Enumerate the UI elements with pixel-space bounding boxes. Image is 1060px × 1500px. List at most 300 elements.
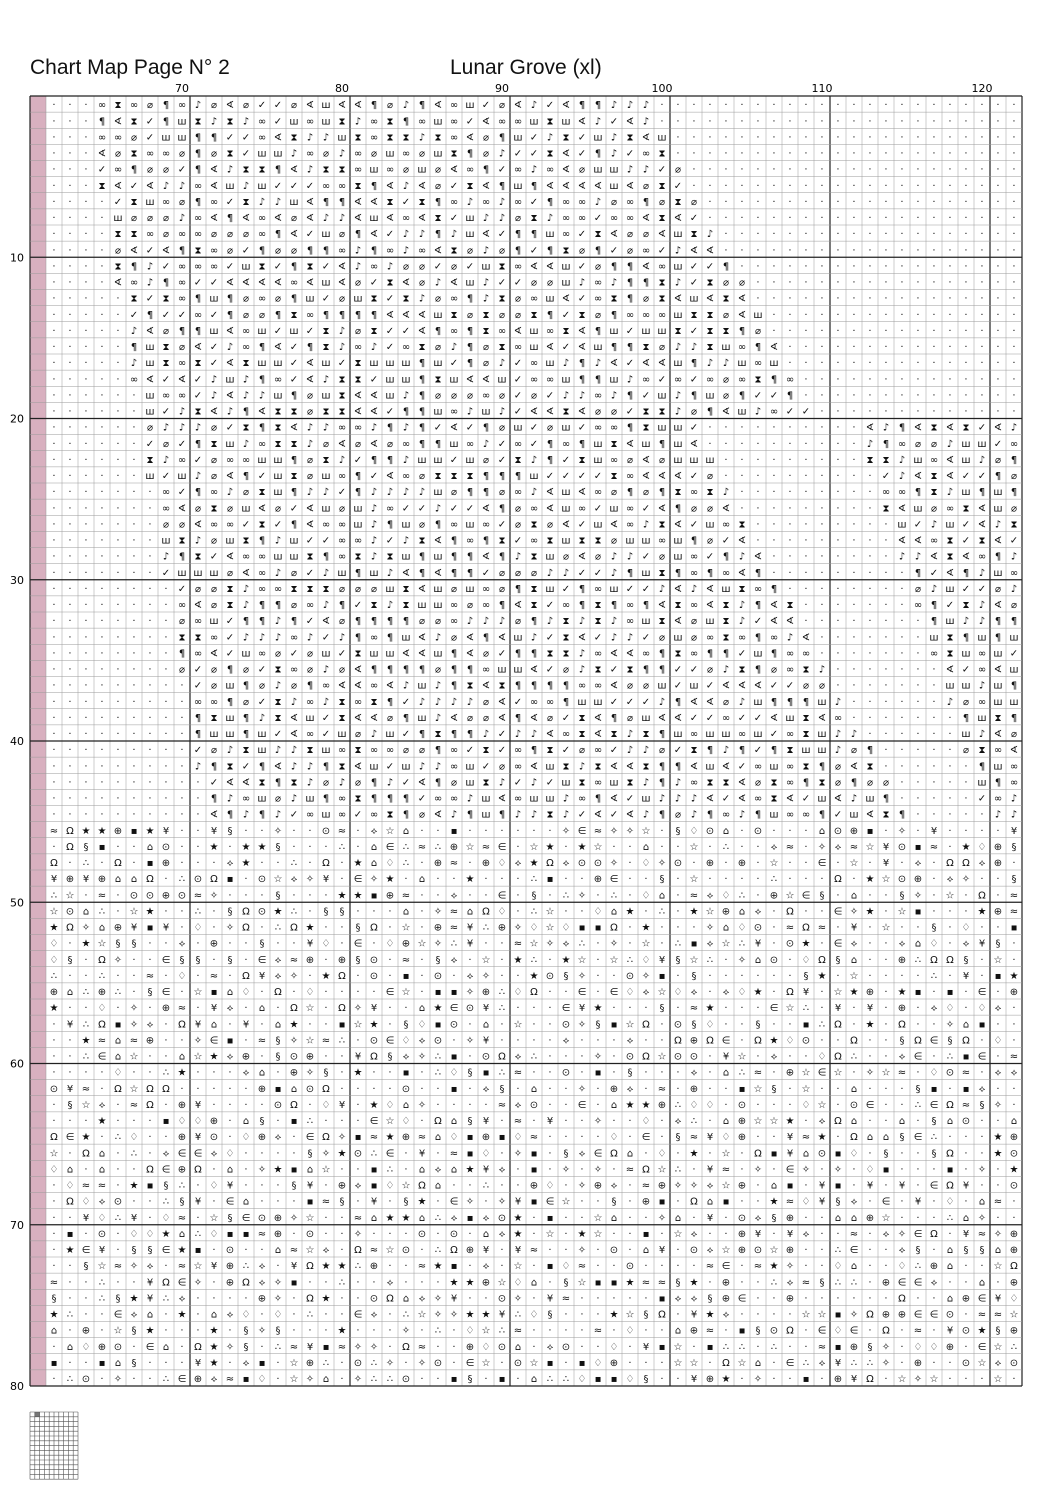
svg-text:ш: ш [225, 439, 234, 450]
svg-text:·: · [644, 1084, 647, 1095]
svg-text:·: · [100, 665, 103, 676]
svg-text:Ω: Ω [418, 1181, 426, 1192]
svg-text:∈: ∈ [818, 1068, 827, 1079]
svg-text:∈: ∈ [738, 1293, 747, 1304]
svg-text:·: · [100, 519, 103, 530]
svg-text:✓: ✓ [354, 600, 362, 611]
svg-text:¥: ¥ [755, 1229, 761, 1240]
svg-text:∢: ∢ [594, 810, 602, 821]
svg-text:✓: ✓ [642, 390, 650, 401]
svg-text:⌀: ⌀ [179, 616, 185, 627]
svg-text:✧: ✧ [114, 955, 122, 966]
svg-text:ш: ш [673, 536, 682, 547]
svg-text:·: · [756, 423, 759, 434]
svg-text:·: · [900, 1326, 903, 1337]
svg-text:♪: ♪ [499, 358, 505, 369]
svg-text:·: · [692, 181, 695, 192]
svg-text:∞: ∞ [978, 697, 986, 708]
svg-text:ш: ш [417, 455, 426, 466]
svg-text:·: · [788, 116, 791, 127]
svg-text:·: · [852, 1293, 855, 1304]
svg-text:⊕: ⊕ [738, 858, 746, 869]
svg-text:·: · [324, 1003, 327, 1014]
svg-text:∴: ∴ [915, 955, 921, 966]
svg-text:¶: ¶ [755, 568, 761, 579]
svg-text:⧗: ⧗ [466, 471, 473, 482]
svg-text:∴: ∴ [851, 1277, 857, 1288]
svg-text:♪: ♪ [979, 600, 985, 611]
svg-text:★: ★ [578, 1229, 587, 1240]
svg-text:Ω: Ω [658, 1310, 666, 1321]
svg-text:·: · [148, 1358, 151, 1369]
svg-text:·: · [804, 245, 807, 256]
svg-text:·: · [260, 1019, 263, 1030]
svg-text:☆: ☆ [674, 1342, 683, 1353]
svg-text:·: · [980, 358, 983, 369]
svg-text:·: · [900, 294, 903, 305]
svg-text:·: · [820, 1035, 823, 1046]
svg-text:·: · [660, 1019, 663, 1030]
svg-text:✧: ✧ [194, 1277, 202, 1288]
svg-text:·: · [68, 1213, 71, 1224]
svg-text:·: · [164, 616, 167, 627]
svg-text:⊙: ⊙ [370, 1293, 378, 1304]
svg-text:≈: ≈ [194, 890, 202, 901]
svg-text:§: § [404, 1019, 409, 1030]
svg-text:⧗: ⧗ [370, 600, 377, 611]
svg-text:·: · [916, 390, 919, 401]
svg-text:§: § [276, 890, 281, 901]
svg-text:·: · [804, 294, 807, 305]
svg-text:ш: ш [433, 648, 442, 659]
svg-text:∞: ∞ [594, 294, 602, 305]
svg-text:·: · [836, 390, 839, 401]
svg-text:·: · [276, 858, 279, 869]
svg-text:⌀: ⌀ [467, 600, 473, 611]
svg-text:·: · [996, 132, 999, 143]
svg-text:·: · [340, 987, 343, 998]
svg-text:✓: ✓ [194, 455, 202, 466]
svg-text:ш: ш [433, 149, 442, 160]
svg-text:·: · [980, 955, 983, 966]
svg-text:·: · [948, 713, 951, 724]
svg-text:⧗: ⧗ [978, 536, 985, 547]
svg-text:·: · [164, 810, 167, 821]
svg-text:·: · [900, 374, 903, 385]
svg-text:✧: ✧ [674, 1181, 682, 1192]
svg-text:∢: ∢ [594, 713, 602, 724]
svg-text:·: · [1012, 165, 1015, 176]
svg-text:★: ★ [530, 971, 539, 982]
svg-text:·: · [100, 229, 103, 240]
svg-text:·: · [372, 1277, 375, 1288]
svg-text:·: · [84, 439, 87, 450]
svg-text:·: · [596, 971, 599, 982]
svg-text:·: · [900, 600, 903, 611]
svg-text:·: · [644, 906, 647, 917]
svg-text:∞: ∞ [258, 439, 266, 450]
svg-text:✓: ✓ [578, 519, 586, 530]
svg-text:⟡: ⟡ [227, 858, 234, 869]
svg-text:♪: ♪ [323, 487, 329, 498]
svg-text:·: · [500, 874, 503, 885]
svg-text:¥: ¥ [163, 826, 169, 837]
svg-text:∴: ∴ [851, 1052, 857, 1063]
svg-text:✓: ✓ [962, 536, 970, 547]
svg-text:·: · [820, 584, 823, 595]
svg-text:¥: ¥ [307, 1181, 313, 1192]
svg-text:·: · [980, 213, 983, 224]
svg-text:∞: ∞ [754, 761, 762, 772]
svg-text:✧: ✧ [978, 1164, 986, 1175]
svg-text:♪: ♪ [227, 407, 233, 418]
svg-text:∈: ∈ [866, 1100, 875, 1111]
svg-text:·: · [292, 842, 295, 853]
svg-text:▪: ▪ [403, 1068, 410, 1079]
svg-text:ш: ш [721, 342, 730, 353]
svg-text:ш: ш [465, 100, 474, 111]
svg-text:⊕: ⊕ [162, 858, 170, 869]
svg-text:✧: ✧ [578, 890, 586, 901]
svg-text:ш: ш [705, 519, 714, 530]
svg-text:⌀: ⌀ [1011, 729, 1017, 740]
svg-text:⟡: ⟡ [227, 1310, 234, 1321]
svg-text:ш: ш [1009, 697, 1018, 708]
svg-text:ш: ш [321, 648, 330, 659]
svg-text:ш: ш [273, 552, 282, 563]
svg-text:♪: ♪ [323, 213, 329, 224]
svg-text:∈: ∈ [226, 1197, 235, 1208]
svg-text:∢: ∢ [674, 519, 682, 530]
svg-text:∢: ∢ [306, 358, 314, 369]
svg-text:¥: ¥ [163, 923, 169, 934]
svg-text:·: · [692, 1213, 695, 1224]
svg-text:≈: ≈ [706, 1261, 714, 1272]
svg-text:∢: ∢ [114, 278, 122, 289]
svg-text:♪: ♪ [163, 455, 169, 466]
svg-text:∞: ∞ [338, 794, 346, 805]
svg-text:✧: ✧ [882, 1342, 890, 1353]
svg-text:·: · [948, 374, 951, 385]
svg-text:·: · [228, 1132, 231, 1143]
svg-text:·: · [820, 568, 823, 579]
svg-text:·: · [772, 1068, 775, 1079]
svg-text:Ω: Ω [82, 1148, 90, 1159]
svg-text:▪: ▪ [595, 1277, 602, 1288]
svg-text:·: · [68, 197, 71, 208]
svg-text:ш: ш [641, 439, 650, 450]
svg-text:⧗: ⧗ [226, 600, 233, 611]
svg-text:·: · [740, 439, 743, 450]
svg-text:♪: ♪ [627, 745, 633, 756]
svg-text:·: · [228, 971, 231, 982]
svg-text:·: · [260, 987, 263, 998]
svg-text:♪: ♪ [899, 471, 905, 482]
svg-text:·: · [228, 1326, 231, 1337]
svg-text:¶: ¶ [419, 439, 425, 450]
svg-text:·: · [580, 874, 583, 885]
svg-text:Ω: Ω [642, 1164, 650, 1175]
svg-text:✧: ✧ [594, 1164, 602, 1175]
svg-text:·: · [932, 1326, 935, 1337]
svg-text:·: · [68, 810, 71, 821]
svg-text:⌀: ⌀ [243, 697, 249, 708]
svg-text:·: · [996, 245, 999, 256]
svg-text:·: · [868, 100, 871, 111]
svg-text:⧗: ⧗ [306, 745, 313, 756]
svg-text:·: · [836, 149, 839, 160]
svg-text:⊕: ⊕ [738, 1245, 746, 1256]
svg-text:⊕: ⊕ [146, 1035, 154, 1046]
svg-text:·: · [420, 826, 423, 837]
svg-text:ш: ш [305, 794, 314, 805]
svg-text:·: · [884, 648, 887, 659]
svg-text:·: · [228, 1100, 231, 1111]
svg-text:≈: ≈ [402, 955, 410, 966]
svg-text:·: · [68, 310, 71, 321]
svg-text:¶: ¶ [371, 455, 377, 466]
svg-text:·: · [820, 374, 823, 385]
svg-text:¶: ¶ [387, 519, 393, 530]
svg-text:♪: ♪ [179, 423, 185, 434]
svg-text:ш: ш [641, 794, 650, 805]
svg-text:¶: ¶ [371, 616, 377, 627]
svg-text:·: · [868, 326, 871, 337]
svg-text:♪: ♪ [675, 794, 681, 805]
svg-text:·: · [244, 826, 247, 837]
svg-text:⟡: ⟡ [675, 1116, 682, 1127]
svg-text:♢: ♢ [178, 1116, 187, 1127]
svg-text:♪: ♪ [563, 390, 569, 401]
svg-text:✓: ✓ [274, 326, 282, 337]
svg-text:▪: ▪ [291, 1277, 298, 1288]
svg-text:·: · [820, 181, 823, 192]
svg-text:✓: ✓ [514, 777, 522, 788]
svg-text:∢: ∢ [690, 697, 698, 708]
svg-text:♪: ♪ [979, 681, 985, 692]
svg-text:ш: ш [273, 471, 282, 482]
svg-text:§: § [388, 1052, 393, 1063]
svg-text:¶: ¶ [467, 552, 473, 563]
svg-text:⌀: ⌀ [627, 245, 633, 256]
svg-text:·: · [884, 407, 887, 418]
svg-text:·: · [116, 326, 119, 337]
svg-text:·: · [628, 1132, 631, 1143]
svg-text:⊕: ⊕ [738, 1132, 746, 1143]
svg-text:·: · [340, 1084, 343, 1095]
svg-text:♪: ♪ [403, 390, 409, 401]
svg-text:·: · [100, 794, 103, 805]
svg-text:⧗: ⧗ [658, 407, 665, 418]
svg-text:⌀: ⌀ [627, 229, 633, 240]
svg-text:§: § [148, 1245, 153, 1256]
svg-text:·: · [836, 584, 839, 595]
svg-text:▪: ▪ [963, 1084, 970, 1095]
svg-text:ш: ш [657, 326, 666, 337]
svg-text:✓: ✓ [466, 423, 474, 434]
svg-text:≈: ≈ [50, 826, 58, 837]
svg-text:ш: ш [561, 278, 570, 289]
svg-text:▪: ▪ [835, 1181, 842, 1192]
svg-text:★: ★ [1010, 971, 1019, 982]
svg-text:∞: ∞ [994, 745, 1002, 756]
svg-text:¶: ¶ [419, 390, 425, 401]
svg-text:·: · [68, 326, 71, 337]
svg-text:✓: ✓ [754, 713, 762, 724]
svg-text:·: · [884, 890, 887, 901]
svg-text:·: · [148, 519, 151, 530]
svg-text:·: · [116, 665, 119, 676]
svg-text:∞: ∞ [354, 342, 362, 353]
svg-text:ш: ш [945, 681, 954, 692]
svg-text:∞: ∞ [370, 681, 378, 692]
svg-text:·: · [836, 326, 839, 337]
svg-text:·: · [564, 842, 567, 853]
svg-text:♪: ♪ [195, 761, 201, 772]
svg-text:♢: ♢ [514, 1132, 523, 1143]
svg-text:♪: ♪ [499, 616, 505, 627]
svg-text:·: · [836, 552, 839, 563]
svg-text:★: ★ [386, 1213, 395, 1224]
svg-text:♪: ♪ [275, 536, 281, 547]
svg-text:·: · [836, 600, 839, 611]
svg-text:·: · [116, 890, 119, 901]
svg-text:⌀: ⌀ [163, 439, 169, 450]
svg-text:·: · [676, 906, 679, 917]
svg-text:·: · [52, 648, 55, 659]
svg-text:⌀: ⌀ [355, 584, 361, 595]
svg-text:¶: ¶ [579, 100, 585, 111]
svg-text:⌀: ⌀ [307, 407, 313, 418]
svg-text:▪: ▪ [611, 1277, 618, 1288]
svg-text:·: · [932, 1052, 935, 1063]
svg-text:·: · [52, 213, 55, 224]
svg-text:¶: ¶ [595, 326, 601, 337]
svg-text:·: · [628, 1358, 631, 1369]
svg-text:·: · [436, 826, 439, 837]
svg-text:▪: ▪ [355, 1132, 362, 1143]
svg-text:▪: ▪ [531, 1164, 538, 1175]
svg-text:Ω: Ω [946, 1100, 954, 1111]
svg-text:·: · [164, 1052, 167, 1063]
svg-text:∞: ∞ [690, 600, 698, 611]
svg-text:ш: ш [545, 552, 554, 563]
svg-text:∞: ∞ [178, 358, 186, 369]
svg-text:·: · [1012, 116, 1015, 127]
svg-text:♪: ♪ [403, 100, 409, 111]
svg-text:¶: ¶ [419, 407, 425, 418]
svg-text:♪: ♪ [739, 810, 745, 821]
svg-text:✧: ✧ [658, 1213, 666, 1224]
svg-text:∢: ∢ [978, 519, 986, 530]
svg-text:·: · [772, 1164, 775, 1175]
svg-text:¶: ¶ [867, 745, 873, 756]
svg-text:♢: ♢ [322, 939, 331, 950]
svg-text:·: · [196, 810, 199, 821]
svg-text:⌀: ⌀ [499, 310, 505, 321]
svg-text:♪: ♪ [323, 600, 329, 611]
svg-text:·: · [756, 874, 759, 885]
svg-text:∢: ∢ [706, 245, 714, 256]
svg-text:✓: ✓ [658, 165, 666, 176]
svg-text:⌀: ⌀ [499, 245, 505, 256]
svg-text:✓: ✓ [690, 326, 698, 337]
svg-text:ш: ш [401, 761, 410, 772]
svg-text:⧗: ⧗ [482, 326, 489, 337]
svg-text:¶: ¶ [499, 503, 505, 514]
svg-text:∴: ∴ [707, 955, 713, 966]
svg-text:≈: ≈ [722, 1164, 730, 1175]
svg-text:·: · [116, 1003, 119, 1014]
svg-text:⧗: ⧗ [610, 729, 617, 740]
svg-text:∴: ∴ [99, 1293, 105, 1304]
svg-text:☆: ☆ [562, 1197, 571, 1208]
svg-text:♪: ♪ [499, 213, 505, 224]
svg-text:·: · [596, 1293, 599, 1304]
svg-text:⊕: ⊕ [658, 1100, 666, 1111]
svg-text:·: · [292, 1148, 295, 1159]
svg-text:∢: ∢ [738, 777, 746, 788]
svg-text:♪: ♪ [851, 729, 857, 740]
svg-text:·: · [916, 1164, 919, 1175]
svg-text:♢: ♢ [242, 1132, 251, 1143]
svg-text:·: · [948, 729, 951, 740]
svg-text:¶: ¶ [515, 584, 521, 595]
svg-text:·: · [804, 1181, 807, 1192]
svg-text:·: · [964, 761, 967, 772]
svg-text:¶: ¶ [707, 568, 713, 579]
svg-text:·: · [820, 939, 823, 950]
svg-text:∈: ∈ [898, 1277, 907, 1288]
col-label: 70 [175, 82, 189, 95]
svg-text:⌀: ⌀ [547, 423, 553, 434]
svg-text:·: · [132, 729, 135, 740]
svg-text:§: § [964, 1245, 969, 1256]
svg-text:∢: ∢ [498, 632, 506, 643]
svg-text:·: · [740, 229, 743, 240]
svg-text:⊕: ⊕ [370, 1261, 378, 1272]
svg-text:✓: ✓ [690, 278, 698, 289]
svg-text:§: § [228, 955, 233, 966]
svg-text:·: · [420, 955, 423, 966]
svg-text:Ω: Ω [850, 1035, 858, 1046]
svg-text:ш: ш [385, 374, 394, 385]
svg-text:⌀: ⌀ [163, 229, 169, 240]
svg-text:≈: ≈ [370, 1245, 378, 1256]
svg-text:⧗: ⧗ [946, 648, 953, 659]
svg-text:·: · [548, 1084, 551, 1095]
svg-text:♢: ♢ [738, 923, 747, 934]
svg-text:✓: ✓ [626, 149, 634, 160]
svg-text:·: · [388, 955, 391, 966]
svg-text:ш: ш [225, 374, 234, 385]
svg-text:¶: ¶ [211, 132, 217, 143]
svg-text:·: · [132, 697, 135, 708]
svg-text:∞: ∞ [146, 229, 154, 240]
svg-text:⌂: ⌂ [115, 1035, 121, 1046]
svg-text:·: · [260, 1342, 263, 1353]
svg-text:✓: ✓ [674, 745, 682, 756]
svg-text:⌂: ⌂ [403, 906, 409, 917]
svg-text:·: · [660, 939, 663, 950]
svg-text:ш: ш [465, 278, 474, 289]
svg-text:⟡: ⟡ [483, 1213, 490, 1224]
svg-text:ш: ш [401, 632, 410, 643]
svg-text:✓: ✓ [626, 326, 634, 337]
svg-text:·: · [980, 826, 983, 837]
svg-text:⟡: ⟡ [707, 1245, 714, 1256]
svg-text:✓: ✓ [466, 503, 474, 514]
